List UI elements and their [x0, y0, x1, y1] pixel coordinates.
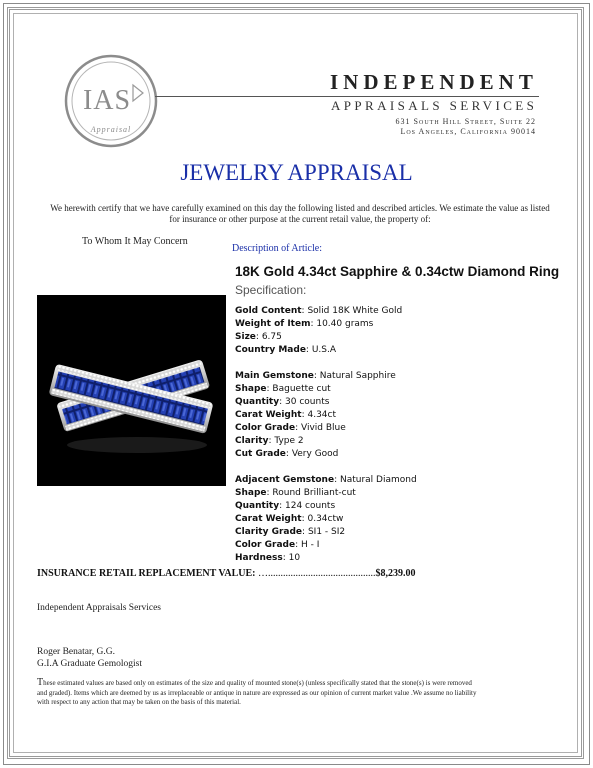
ring-photo [37, 295, 226, 486]
spec-key: Color Grade [235, 540, 296, 550]
spec-value: 124 counts [285, 501, 336, 511]
spec-key: Cut Grade [235, 449, 286, 459]
spec-row: Country Made: U.S.A [235, 345, 337, 355]
signer-title: G.I.A Graduate Gemologist [37, 659, 143, 669]
brand-name: INDEPENDENT [330, 70, 538, 94]
disclaimer: These estimated values are based only on estimates of the size and quality of mounted stone(s) (unless specifically stated that the stone(s) is were removed and graded). Items which are deemed by us as irreplaceable or antique in nature are expressed as our opinion of current market value .We assume no liability with respect to any action that may be taken on the basis of this material. [37, 677, 477, 706]
spec-value: 0.34ctw [307, 514, 344, 524]
value-amount: $8,239.00 [375, 568, 416, 579]
spec-key: Size [235, 332, 256, 342]
spec-value: 6.75 [261, 332, 282, 342]
certification-text: We herewith certify that we have carefully examined on this day the following listed and described articles. We estimate the value as listed for insurance or other purpose at the current retail value, the property of: [50, 203, 550, 224]
spec-row: Size: 6.75 [235, 332, 282, 342]
spec-row: Clarity: Type 2 [235, 436, 304, 446]
spec-row: Shape: Baguette cut [235, 384, 331, 394]
spec-key: Main Gemstone [235, 371, 314, 381]
main-gemstone-section [235, 370, 417, 461]
spec-key: Gold Content [235, 306, 302, 316]
value-label: INSURANCE RETAIL REPLACEMENT VALUE: [37, 568, 256, 579]
spec-value: 30 counts [285, 397, 330, 407]
logo-monogram: IAS [82, 85, 132, 116]
spec-key: Clarity [235, 436, 269, 446]
spec-value: Vivid Blue [300, 423, 346, 433]
spec-key: Adjacent Gemstone [235, 475, 335, 485]
spec-key: Color Grade [235, 423, 296, 433]
spec-value: Type 2 [274, 436, 304, 446]
spec-value: H - I [300, 540, 320, 550]
spec-value: Round Brilliant-cut [272, 488, 356, 498]
spec-key: Carat Weight [235, 514, 302, 524]
spacer [235, 357, 417, 370]
spec-row: Shape: Round Brilliant-cut [235, 488, 356, 498]
logo-ring-text: Appraisal [90, 125, 132, 134]
spec-key: Carat Weight [235, 410, 302, 420]
spec-value: 4.34ct [307, 410, 337, 420]
description-label: Description of Article: [232, 243, 322, 254]
spec-key: Shape [235, 488, 267, 498]
spec-value: 10 [288, 553, 301, 563]
spec-row: Weight of Item: 10.40 grams [235, 319, 374, 329]
ias-logo [63, 53, 159, 149]
spec-row: Cut Grade: Very Good [235, 449, 339, 459]
spacer [235, 461, 417, 474]
spec-key: Quantity [235, 397, 280, 407]
spec-key: Shape [235, 384, 267, 394]
address-line-2: Los Angeles, California 90014 [400, 127, 536, 136]
spec-row: Clarity Grade: SI1 - SI2 [235, 527, 346, 537]
spec-value: U.S.A [311, 345, 337, 355]
brand-rule [155, 96, 539, 97]
value-leader-dots: …........................................... [257, 568, 376, 579]
spec-value: Natural Sapphire [319, 371, 396, 381]
spec-value: Very Good [291, 449, 339, 459]
spec-row: Quantity: 30 counts [235, 397, 330, 407]
spec-row: Color Grade: Vivid Blue [235, 423, 346, 433]
document-title: JEWELRY APPRAISAL [180, 160, 413, 185]
recipient: To Whom It May Concern [82, 236, 188, 247]
spec-row: Gold Content: Solid 18K White Gold [235, 306, 403, 316]
company-name: Independent Appraisals Services [37, 603, 161, 613]
signer-block [37, 646, 142, 670]
item-title: 18K Gold 4.34ct Sapphire & 0.34ctw Diamond Ring [235, 264, 560, 279]
address-line-1: 631 South Hill Street, Suite 22 [395, 117, 536, 126]
spec-row: Carat Weight: 4.34ct [235, 410, 337, 420]
specification-list [235, 305, 417, 565]
spec-key: Clarity Grade [235, 527, 303, 537]
spec-row: Main Gemstone: Natural Sapphire [235, 371, 396, 381]
spec-row: Hardness: 10 [235, 553, 301, 563]
spec-key: Hardness [235, 553, 283, 563]
adjacent-gemstone-section [235, 474, 417, 565]
spec-value: Natural Diamond [339, 475, 417, 485]
brand-subtitle: APPRAISALS SERVICES [331, 98, 538, 113]
spec-value: 10.40 grams [316, 319, 374, 329]
spec-key: Quantity [235, 501, 280, 511]
insurance-value-line [37, 568, 415, 579]
spec-row: Carat Weight: 0.34ctw [235, 514, 344, 524]
spec-value: Solid 18K White Gold [307, 306, 403, 316]
spec-value: Baguette cut [272, 384, 331, 394]
specification-label: Specification: [235, 283, 307, 297]
spec-key: Country Made [235, 345, 306, 355]
spec-row: Quantity: 124 counts [235, 501, 336, 511]
spec-key: Weight of Item [235, 319, 311, 329]
brand-address [396, 117, 536, 137]
signer-name: Roger Benatar, G.G. [37, 647, 115, 657]
spec-row: Color Grade: H - I [235, 540, 320, 550]
spec-value: SI1 - SI2 [307, 527, 346, 537]
metal-section [235, 305, 417, 357]
spec-row: Adjacent Gemstone: Natural Diamond [235, 475, 417, 485]
